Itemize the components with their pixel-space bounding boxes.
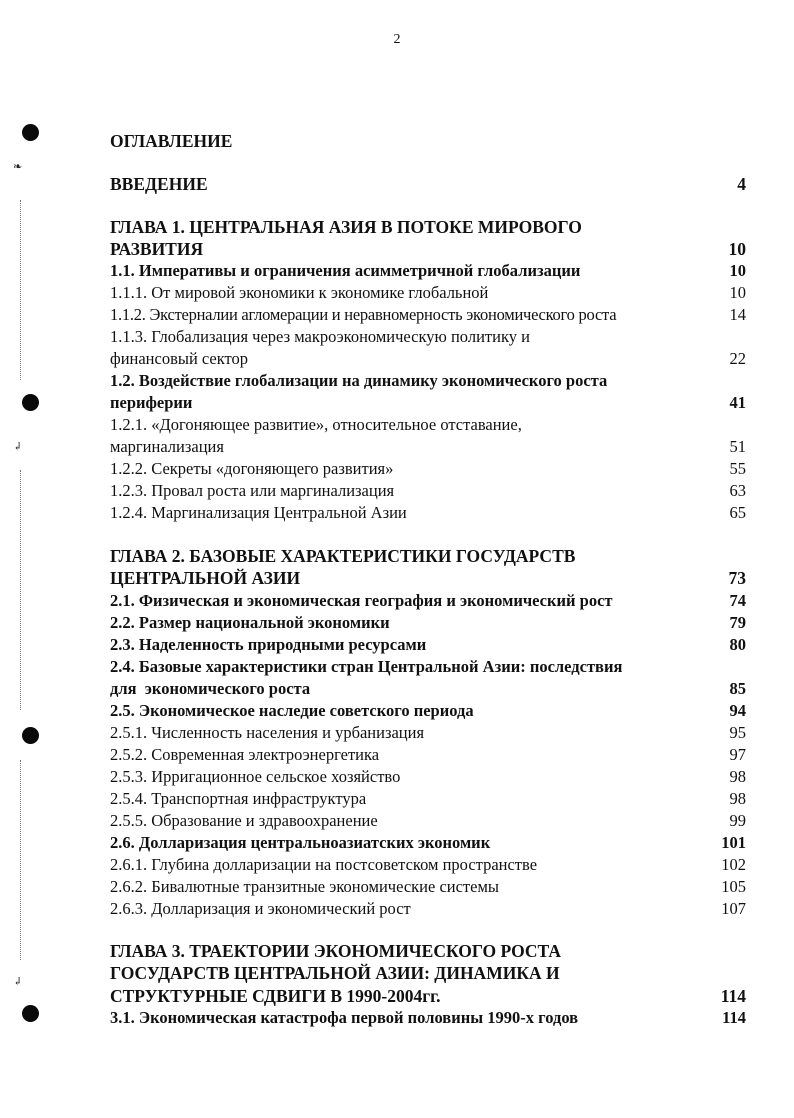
toc-subsection-1-2-1: маргинализация 51 [110, 437, 746, 456]
scan-speck: ❧ [13, 161, 23, 173]
toc-title: ОГЛАВЛЕНИЕ [110, 131, 233, 151]
scan-speck: ↲ [13, 441, 23, 453]
margin-dotted-line [20, 200, 21, 380]
toc-subsection-1-1-3-line1: 1.1.3. Глобализация через макроэкономическую политику и [110, 327, 530, 346]
toc-subsection-2-6-2: 2.6.2. Бивалютные транзитные экономические системы 105 [110, 877, 746, 896]
toc-chapter-2-line1: ГЛАВА 2. БАЗОВЫЕ ХАРАКТЕРИСТИКИ ГОСУДАРСТВ [110, 546, 576, 566]
toc-section-2-5: 2.5. Экономическое наследие советского периода 94 [110, 701, 746, 720]
punch-hole [22, 727, 39, 744]
toc-subsection-1-1-3: финансовый сектор 22 [110, 349, 746, 368]
toc-subsection-1-2-3: 1.2.3. Провал роста или маргинализация 63 [110, 481, 746, 500]
toc-chapter-3-line2: ГОСУДАРСТВ ЦЕНТРАЛЬНОЙ АЗИИ: ДИНАМИКА И [110, 963, 560, 983]
toc-subsection-1-2-1-line1: 1.2.1. «Догоняющее развитие», относительное отставание, [110, 415, 522, 434]
punch-hole [22, 124, 39, 141]
page-number: 2 [393, 32, 401, 47]
margin-dotted-line [20, 470, 21, 710]
toc-subsection-1-2-4: 1.2.4. Маргинализация Центральной Азии 65 [110, 503, 746, 522]
toc-subsection-2-5-1: 2.5.1. Численность населения и урбанизация 95 [110, 723, 746, 742]
toc-subsection-1-1-2: 1.1.2. Экстерналии агломерации и неравномерность экономического роста 14 [110, 305, 746, 324]
punch-hole [22, 1005, 39, 1022]
toc-section-2-2: 2.2. Размер национальной экономики 79 [110, 613, 746, 632]
toc-section-2-6: 2.6. Долларизация центральноазиатских экономик 101 [110, 833, 746, 852]
margin-dotted-line [20, 760, 21, 960]
toc-subsection-2-5-2: 2.5.2. Современная электроэнергетика 97 [110, 745, 746, 764]
toc-subsection-2-5-3: 2.5.3. Ирригационное сельское хозяйство 98 [110, 767, 746, 786]
scan-speck: ↲ [13, 976, 23, 988]
toc-chapter-1: РАЗВИТИЯ 10 [110, 239, 746, 259]
toc-chapter-1-line1: ГЛАВА 1. ЦЕНТРАЛЬНАЯ АЗИЯ В ПОТОКЕ МИРОВОГО [110, 217, 582, 237]
toc-chapter-3: СТРУКТУРНЫЕ СДВИГИ В 1990-2004гг. 114 [110, 986, 746, 1006]
toc-section-1-2-line1: 1.2. Воздействие глобализации на динамику экономического роста [110, 371, 608, 390]
toc-subsection-2-6-1: 2.6.1. Глубина долларизации на постсоветском пространстве 102 [110, 855, 746, 874]
toc-subsection-2-6-3: 2.6.3. Долларизация и экономический рост 107 [110, 899, 746, 918]
toc-section-1-2: периферии 41 [110, 393, 746, 412]
toc-chapter-2: ЦЕНТРАЛЬНОЙ АЗИИ 73 [110, 568, 746, 588]
toc-subsection-2-5-4: 2.5.4. Транспортная инфраструктура 98 [110, 789, 746, 808]
toc-section-1-1: 1.1. Императивы и ограничения асимметричной глобализации 10 [110, 261, 746, 280]
toc-subsection-1-1-1: 1.1.1. От мировой экономики к экономике глобальной 10 [110, 283, 746, 302]
toc-section-2-4: для экономического роста 85 [110, 679, 746, 698]
toc-chapter-3-line1: ГЛАВА 3. ТРАЕКТОРИИ ЭКОНОМИЧЕСКОГО РОСТА [110, 941, 562, 961]
toc-subsection-1-2-2: 1.2.2. Секреты «догоняющего развития» 55 [110, 459, 746, 478]
punch-hole [22, 394, 39, 411]
toc-section-3-1: 3.1. Экономическая катастрофа первой половины 1990-х годов 114 [110, 1008, 746, 1027]
toc-entry-introduction: ВВЕДЕНИЕ 4 [110, 174, 746, 194]
toc-section-2-4-line1: 2.4. Базовые характеристики стран Центральной Азии: последствия [110, 657, 623, 676]
toc-section-2-3: 2.3. Наделенность природными ресурсами 80 [110, 635, 746, 654]
toc-section-2-1: 2.1. Физическая и экономическая география и экономический рост 74 [110, 591, 746, 610]
toc-subsection-2-5-5: 2.5.5. Образование и здравоохранение 99 [110, 811, 746, 830]
